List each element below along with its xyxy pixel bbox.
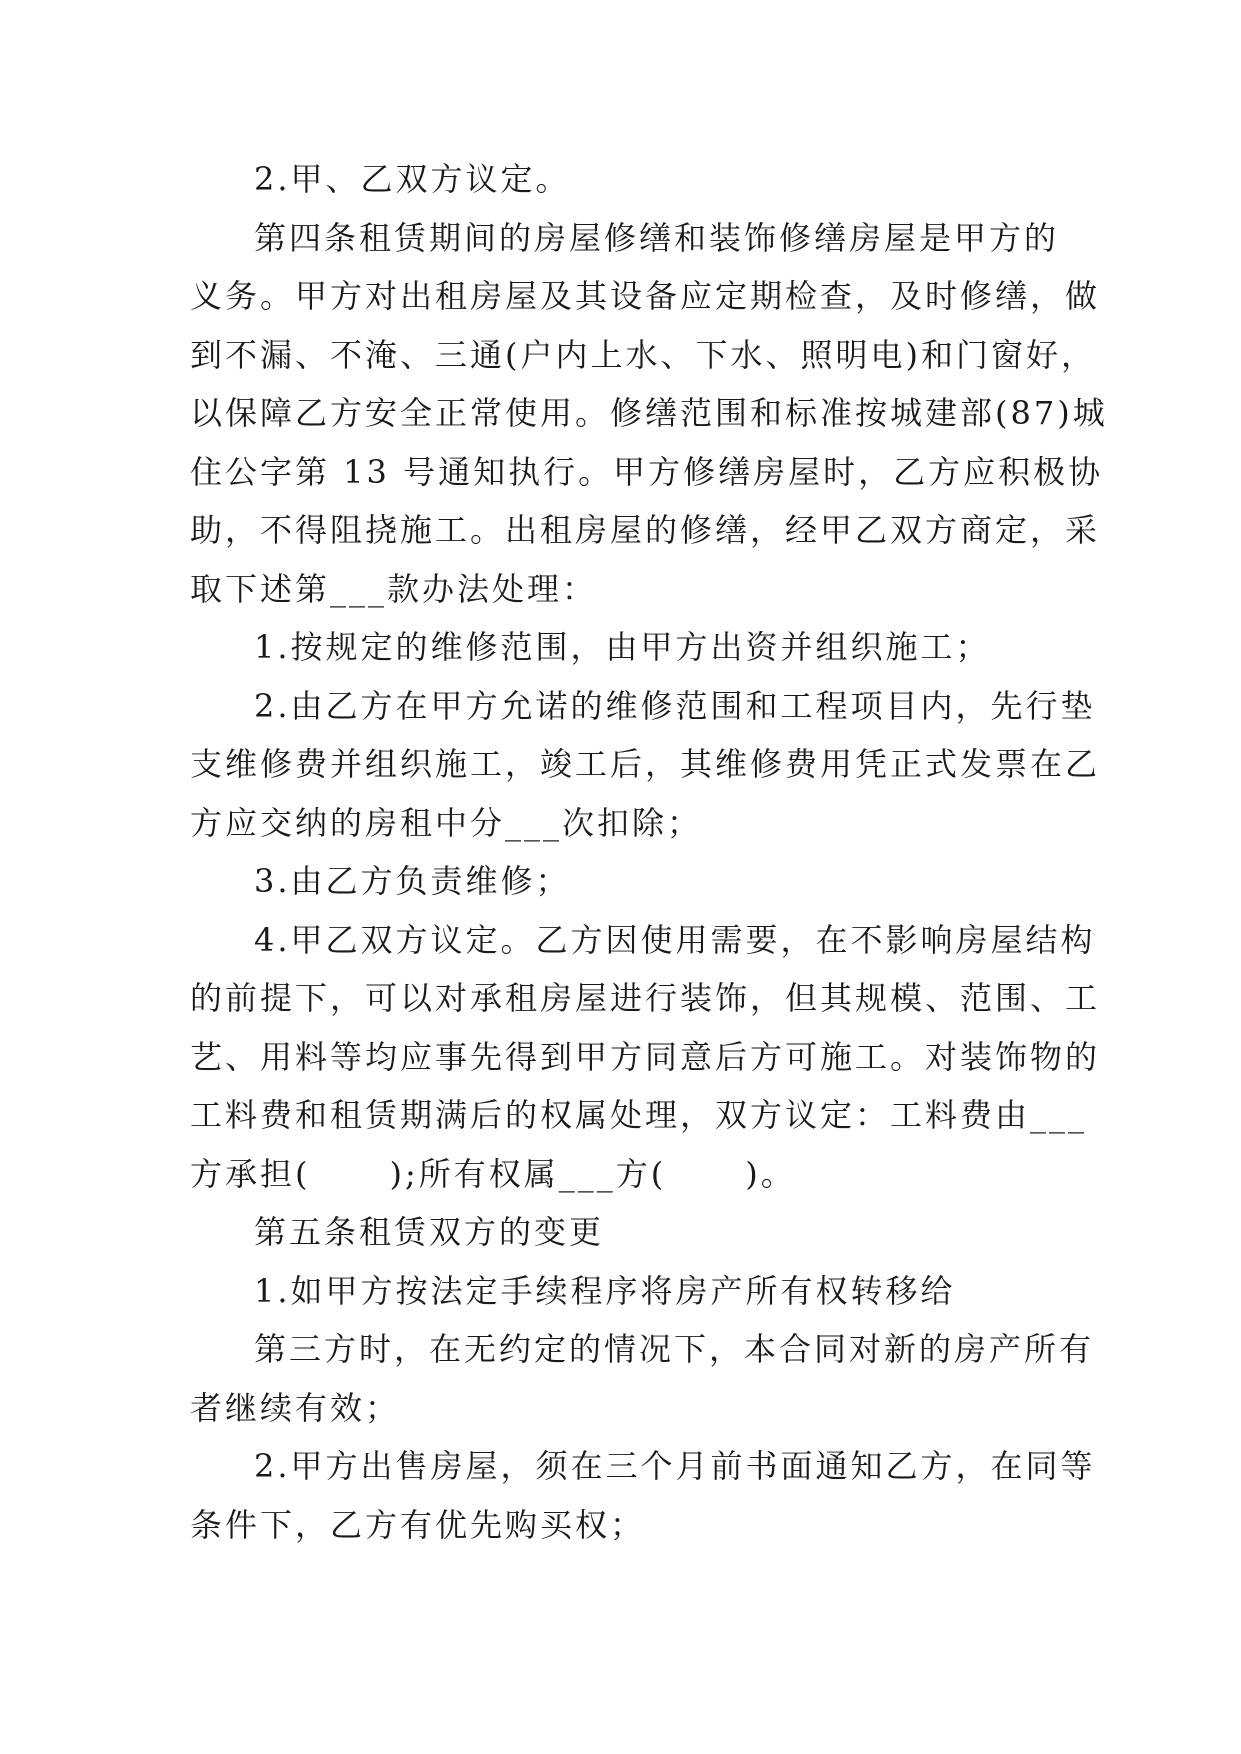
text-line: 工料费和租赁期满后的权属处理，双方议定：工料费由___ xyxy=(190,1096,1088,1134)
text-line: 方应交纳的房租中分___次扣除； xyxy=(190,803,703,842)
text-line: 方承担( );所有权属___方( )。 xyxy=(190,1154,796,1193)
text-line: 助，不得阻挠施工。出租房屋的修缮，经甲乙双方商定，采 xyxy=(190,511,1101,549)
text-line: 3.由乙方负责维修； xyxy=(254,862,571,900)
paragraph-article-5-item-1 xyxy=(190,1262,1052,1321)
text-line: 到不漏、不淹、三通(户内上水、下水、照明电)和门窗好， xyxy=(190,335,1096,374)
text-line: 者继续有效； xyxy=(190,1388,401,1427)
text-line: 义务。甲方对出租房屋及其设备应定期检查，及时修缮，做 xyxy=(190,277,1101,315)
paragraph-option-3 xyxy=(190,852,1052,911)
text-line: 2.甲方出售房屋，须在三个月前书面通知乙方，在同等 xyxy=(254,1447,1096,1485)
text-line: 支维修费并组织施工，竣工后，其维修费用凭正式发票在乙 xyxy=(190,745,1101,783)
paragraph-article-5-item-2 xyxy=(190,1437,1096,1554)
paragraph-article-4 xyxy=(190,209,1108,619)
paragraph-option-2 xyxy=(190,677,1101,853)
paragraph-third-party xyxy=(190,1320,1095,1437)
text-line: 条件下，乙方有优先购买权； xyxy=(190,1505,646,1544)
text-line: 艺、用料等均应事先得到甲方同意后方可施工。对装饰物的 xyxy=(190,1037,1101,1076)
text-line: 2.甲、乙双方议定。 xyxy=(254,160,571,198)
paragraph-2-agreed xyxy=(190,150,1052,209)
text-line: 1.按规定的维修范围，由甲方出资并组织施工； xyxy=(254,628,991,666)
text-line: 4.甲乙双方议定。乙方因使用需要，在不影响房屋结构 xyxy=(254,920,1096,959)
text-line: 第四条租赁期间的房屋修缮和装饰修缮房屋是甲方的 xyxy=(254,218,1060,257)
paragraph-article-5-heading xyxy=(190,1203,1052,1262)
text-line: 2.由乙方在甲方允诺的维修范围和工程项目内，先行垫 xyxy=(254,686,1096,725)
text-line: 以保障乙方安全正常使用。修缮范围和标准按城建部(87)城 xyxy=(190,394,1108,432)
text-line: 第五条租赁双方的变更 xyxy=(254,1213,605,1251)
paragraph-option-4 xyxy=(190,911,1101,1204)
text-line: 的前提下，可以对承租房屋进行装饰，但其规模、范围、工 xyxy=(190,979,1101,1017)
text-line: 第三方时，在无约定的情况下，本合同对新的房产所有 xyxy=(254,1330,1095,1368)
paragraph-option-1 xyxy=(190,618,1052,677)
text-line: 1.如甲方按法定手续程序将房产所有权转移给 xyxy=(254,1271,956,1310)
text-line: 取下述第___款办法处理： xyxy=(190,569,598,608)
text-line: 住公字第 13 号通知执行。甲方修缮房屋时，乙方应积极协 xyxy=(190,452,1104,491)
document-page xyxy=(190,150,1108,1554)
